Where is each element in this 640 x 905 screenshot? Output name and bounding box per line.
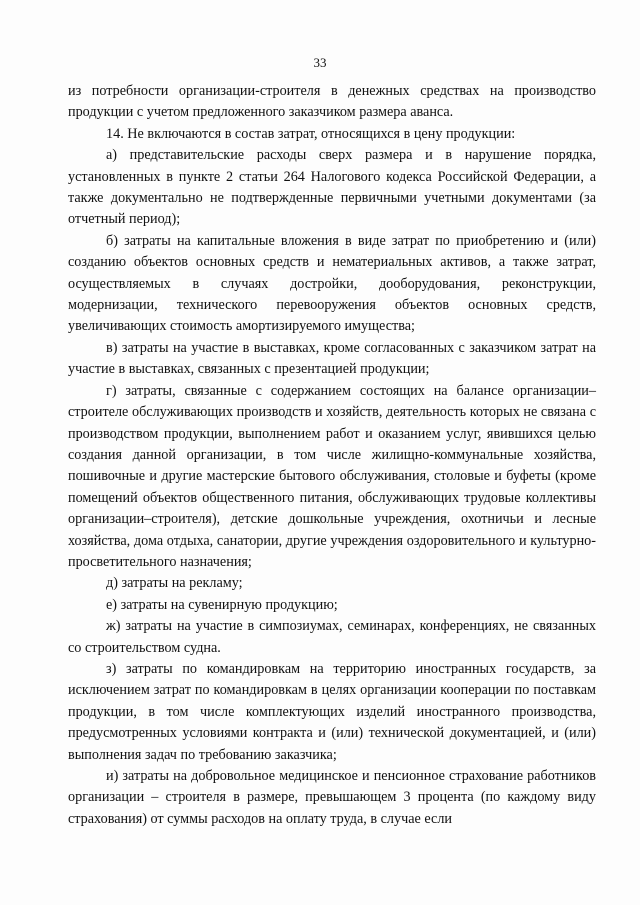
document-body	[68, 81, 596, 830]
paragraph-continuation: из потребности организации-строителя в денежных средствах на производство продукции с учетом предложенного заказчиком размера аванса.	[68, 83, 596, 121]
paragraph-item-z: з) затраты по командировкам на территорию иностранных государств, за исключением затрат по командировкам в целях организации кооперации по поставкам продукции, в том числе комплектующих изделий иностранного производства, предусмотренных условиями контракта и (или) технической документацией, и (или) выполнения задач по требованию заказчика;	[68, 660, 596, 763]
paragraph-item-v: в) затраты на участие в выставках, кроме согласованных с заказчиком затрат на участие в выставках, связанных с презентацией продукции;	[68, 339, 596, 378]
paragraph-item-zh: ж) затраты на участие в симпозиумах, семинарах, конференциях, не связанных со строительством судна.	[68, 618, 596, 656]
paragraph-clause-14: 14. Не включаются в состав затрат, относящихся в цену продукции:	[106, 125, 516, 142]
paragraph-item-g: г) затраты, связанные с содержанием состоящих на балансе организации–строителе обслуживающих производств и хозяйств, деятельность которых не связана с производством продукции, выполнением работ и оказанием услуг, явившихся целью создания данной организации, в том числе жилищно-коммунальные хозяйства, пошивочные и другие мастерские бытового обслуживания, столовые и буфеты (кроме помещений объектов общественного питания, обслуживающих трудовые коллективы организации–строителя), детские дошкольные учреждения, охотничьи и лесные хозяйства, дома отдыха, санатории, другие учреждения оздоровительного и культурно-просветительного назначения;	[68, 382, 596, 570]
page-number: 33	[313, 55, 327, 70]
paragraph-item-a: а) представительские расходы сверх размера и в нарушение порядка, установленных в пункте 2 статьи 264 Налогового кодекса Российской Федерации, а также документально не подтвержденные первичными учетными документами (за отчетный период);	[68, 147, 596, 228]
paragraph-item-e: е) затраты на сувенирную продукцию;	[106, 596, 338, 613]
paragraph-item-d: д) затраты на рекламу;	[106, 575, 243, 592]
paragraph-item-i: и) затраты на добровольное медицинское и пенсионное страхование работников организации – строителя в размере, превышающем 3 процента (по каждому виду страхования) от суммы расходов на оплату труда, в случае если	[68, 768, 596, 827]
paragraph-item-b: б) затраты на капитальные вложения в виде затрат по приобретению и (или) созданию объектов основных средств и нематериальных активов, а также затрат, осуществляемых в случаях достройки, дооборудования, реконструкции, модернизации, технического перевооружения объектов основных средств, увеличивающих стоимость амортизируемого имущества;	[68, 232, 596, 335]
